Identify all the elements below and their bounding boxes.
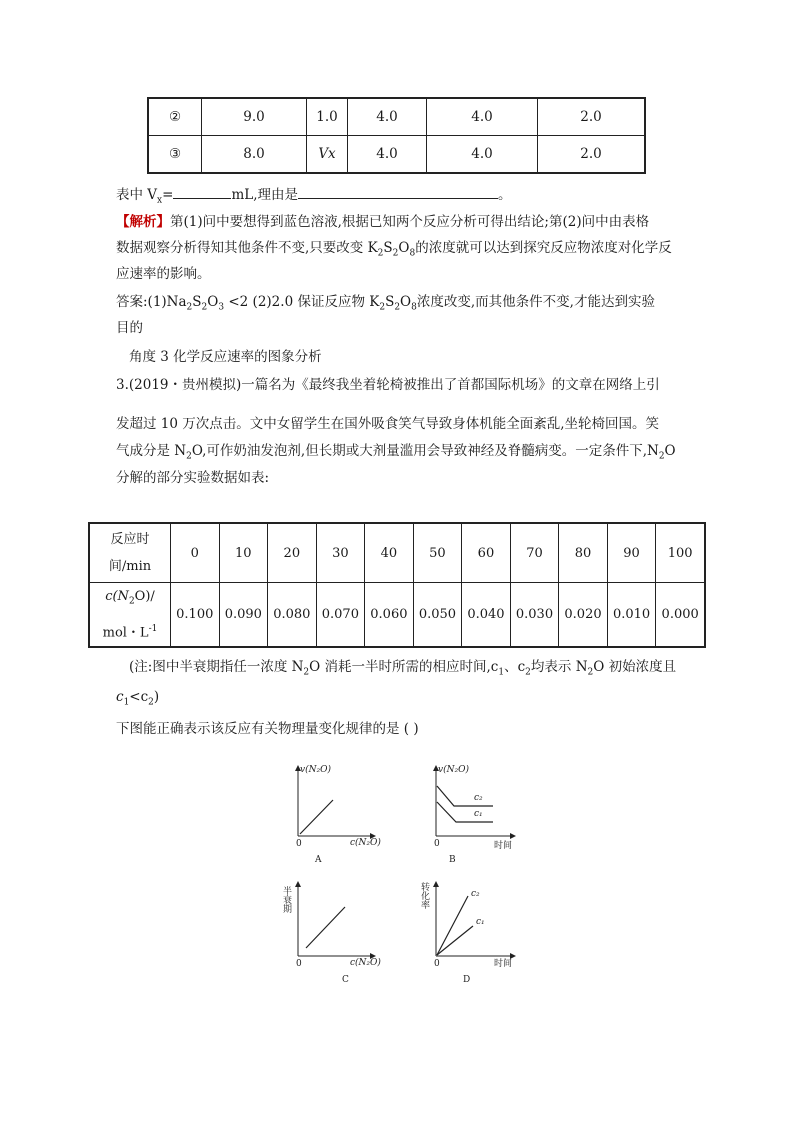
experiment-table — [147, 97, 646, 174]
figure-d[interactable] — [419, 881, 515, 985]
svg-text:C: C — [342, 975, 349, 985]
svg-text:c(N₂O): c(N₂O) — [350, 838, 381, 848]
table-cell: 0.090 — [219, 583, 268, 647]
table-cell: 80 — [559, 523, 608, 583]
table-cell: 100 — [656, 523, 705, 583]
fill-in-question: 表中 $V_x=$ mL,理由是 。 — [116, 182, 512, 214]
svg-text:时间: 时间 — [494, 841, 513, 851]
table-cell: 0.050 — [413, 583, 462, 647]
svg-text:0: 0 — [434, 959, 440, 969]
question-line-2: 发超过 10 万次点击。文中女留学生在国外吸食笑气导致身体机能全面紊乱,坐轮椅回国。笑 — [116, 416, 660, 432]
header-cell: $c(N_2O)/$ mol・$L^{-1}$ — [89, 583, 171, 647]
table-cell: 0.070 — [316, 583, 365, 647]
svg-text:c(N₂O): c(N₂O) — [350, 958, 381, 968]
table-cell: 4.0 — [427, 98, 538, 136]
table-cell: 0.010 — [607, 583, 656, 647]
svg-text:c₁: c₁ — [476, 917, 485, 927]
figure-c[interactable] — [281, 882, 381, 985]
reason-blank[interactable] — [298, 184, 498, 199]
table-row — [148, 136, 645, 174]
svg-text:v(N₂O): v(N₂O) — [438, 765, 469, 775]
table-cell: ③ — [148, 136, 202, 174]
table-cell: 4.0 — [348, 98, 427, 136]
table-cell: 90 — [607, 523, 656, 583]
svg-text:0: 0 — [296, 839, 302, 849]
header-cell: 反应时 间/min — [89, 523, 171, 583]
svg-text:v(N₂O): v(N₂O) — [300, 765, 331, 775]
svg-text:B: B — [449, 855, 456, 865]
svg-text:时间: 时间 — [494, 959, 513, 969]
answer-blank[interactable] — [173, 184, 231, 199]
table-cell: 0.000 — [656, 583, 705, 647]
svg-text:D: D — [463, 975, 471, 985]
table-cell: 10 — [219, 523, 268, 583]
question-line-3: 气成分是 $N_2O$,可作奶油发泡剂,但长期或大剂量滥用会导致神经及脊髓病变。一定条件下$,N_2O$ — [116, 443, 676, 462]
figure-b[interactable] — [434, 764, 515, 865]
svg-text:A: A — [315, 855, 322, 865]
table-cell: 9.0 — [202, 98, 307, 136]
table-cell: 0.100 — [171, 583, 220, 647]
figure-a[interactable] — [296, 764, 381, 865]
section-title: 角度 3 化学反应速率的图象分析 — [129, 349, 322, 365]
table-cell: 0.030 — [510, 583, 559, 647]
table-row — [89, 523, 705, 583]
table-cell: 0.080 — [268, 583, 317, 647]
table-cell: 4.0 — [348, 136, 427, 174]
table-cell: 0.060 — [365, 583, 414, 647]
table-cell: 0.020 — [559, 583, 608, 647]
table-cell: 50 — [413, 523, 462, 583]
svg-text:c₂: c₂ — [474, 793, 483, 803]
table-cell: 60 — [462, 523, 511, 583]
choice-prompt: 下图能正确表示该反应有关物理量变化规律的是 ( ) — [116, 721, 419, 737]
svg-text:0: 0 — [296, 959, 302, 969]
svg-text:半衰期: 半衰期 — [281, 886, 291, 913]
svg-text:c₁: c₁ — [474, 809, 483, 819]
table-cell: ② — [148, 98, 202, 136]
decomposition-table — [88, 522, 706, 648]
analysis-line-2: 数据观察分析得知其他条件不变,只要改变 $K_2S_2O_8$的浓度就可以达到探究反应物浓度对化学反 — [116, 240, 672, 259]
table-cell: 2.0 — [538, 136, 646, 174]
table-cell: 30 — [316, 523, 365, 583]
table-cell: 20 — [268, 523, 317, 583]
svg-text:转化率: 转化率 — [419, 882, 429, 909]
table-cell: 4.0 — [427, 136, 538, 174]
svg-text:0: 0 — [434, 839, 440, 849]
note-line-1: (注:图中半衰期指任一浓度 $N_2O$ 消耗一半时所需的相应时间$,c_1$、$c_2$均表示 $N_2O$ 初始浓度且 — [129, 659, 677, 678]
analysis-line-1: 【解析】第(1)问中要想得到蓝色溶液,根据已知两个反应分析可得出结论;第(2)问中由表格 — [116, 214, 650, 230]
answer-figures — [280, 756, 540, 986]
note-line-2: $c_1<c_2$) — [116, 689, 160, 708]
answer-line-2: 目的 — [116, 320, 143, 336]
table-row — [148, 98, 645, 136]
table-cell: 8.0 — [202, 136, 307, 174]
svg-text:c₂: c₂ — [471, 889, 480, 899]
question-line-4: 分解的部分实验数据如表: — [116, 470, 270, 486]
table-cell: 2.0 — [538, 98, 646, 136]
table-cell: 1.0 — [307, 98, 348, 136]
question-line-1: 3.(2019・贵州模拟)一篇名为《最终我坐着轮椅被推出了首都国际机场》的文章在网络上引 — [116, 377, 660, 393]
table-cell: 40 — [365, 523, 414, 583]
analysis-line-3: 应速率的影响。 — [116, 266, 211, 282]
answer-line-1: 答案$:(1)Na_2S_2O_3 <2$ (2)2.0 保证反应物 $K_2S_2O_8$浓度改变,而其他条件不变,才能达到实验 — [116, 294, 655, 313]
table-cell: 0.040 — [462, 583, 511, 647]
table-cell: 70 — [510, 523, 559, 583]
table-cell: 0 — [171, 523, 220, 583]
table-row — [89, 583, 705, 647]
table-cell: Vx — [307, 136, 348, 174]
